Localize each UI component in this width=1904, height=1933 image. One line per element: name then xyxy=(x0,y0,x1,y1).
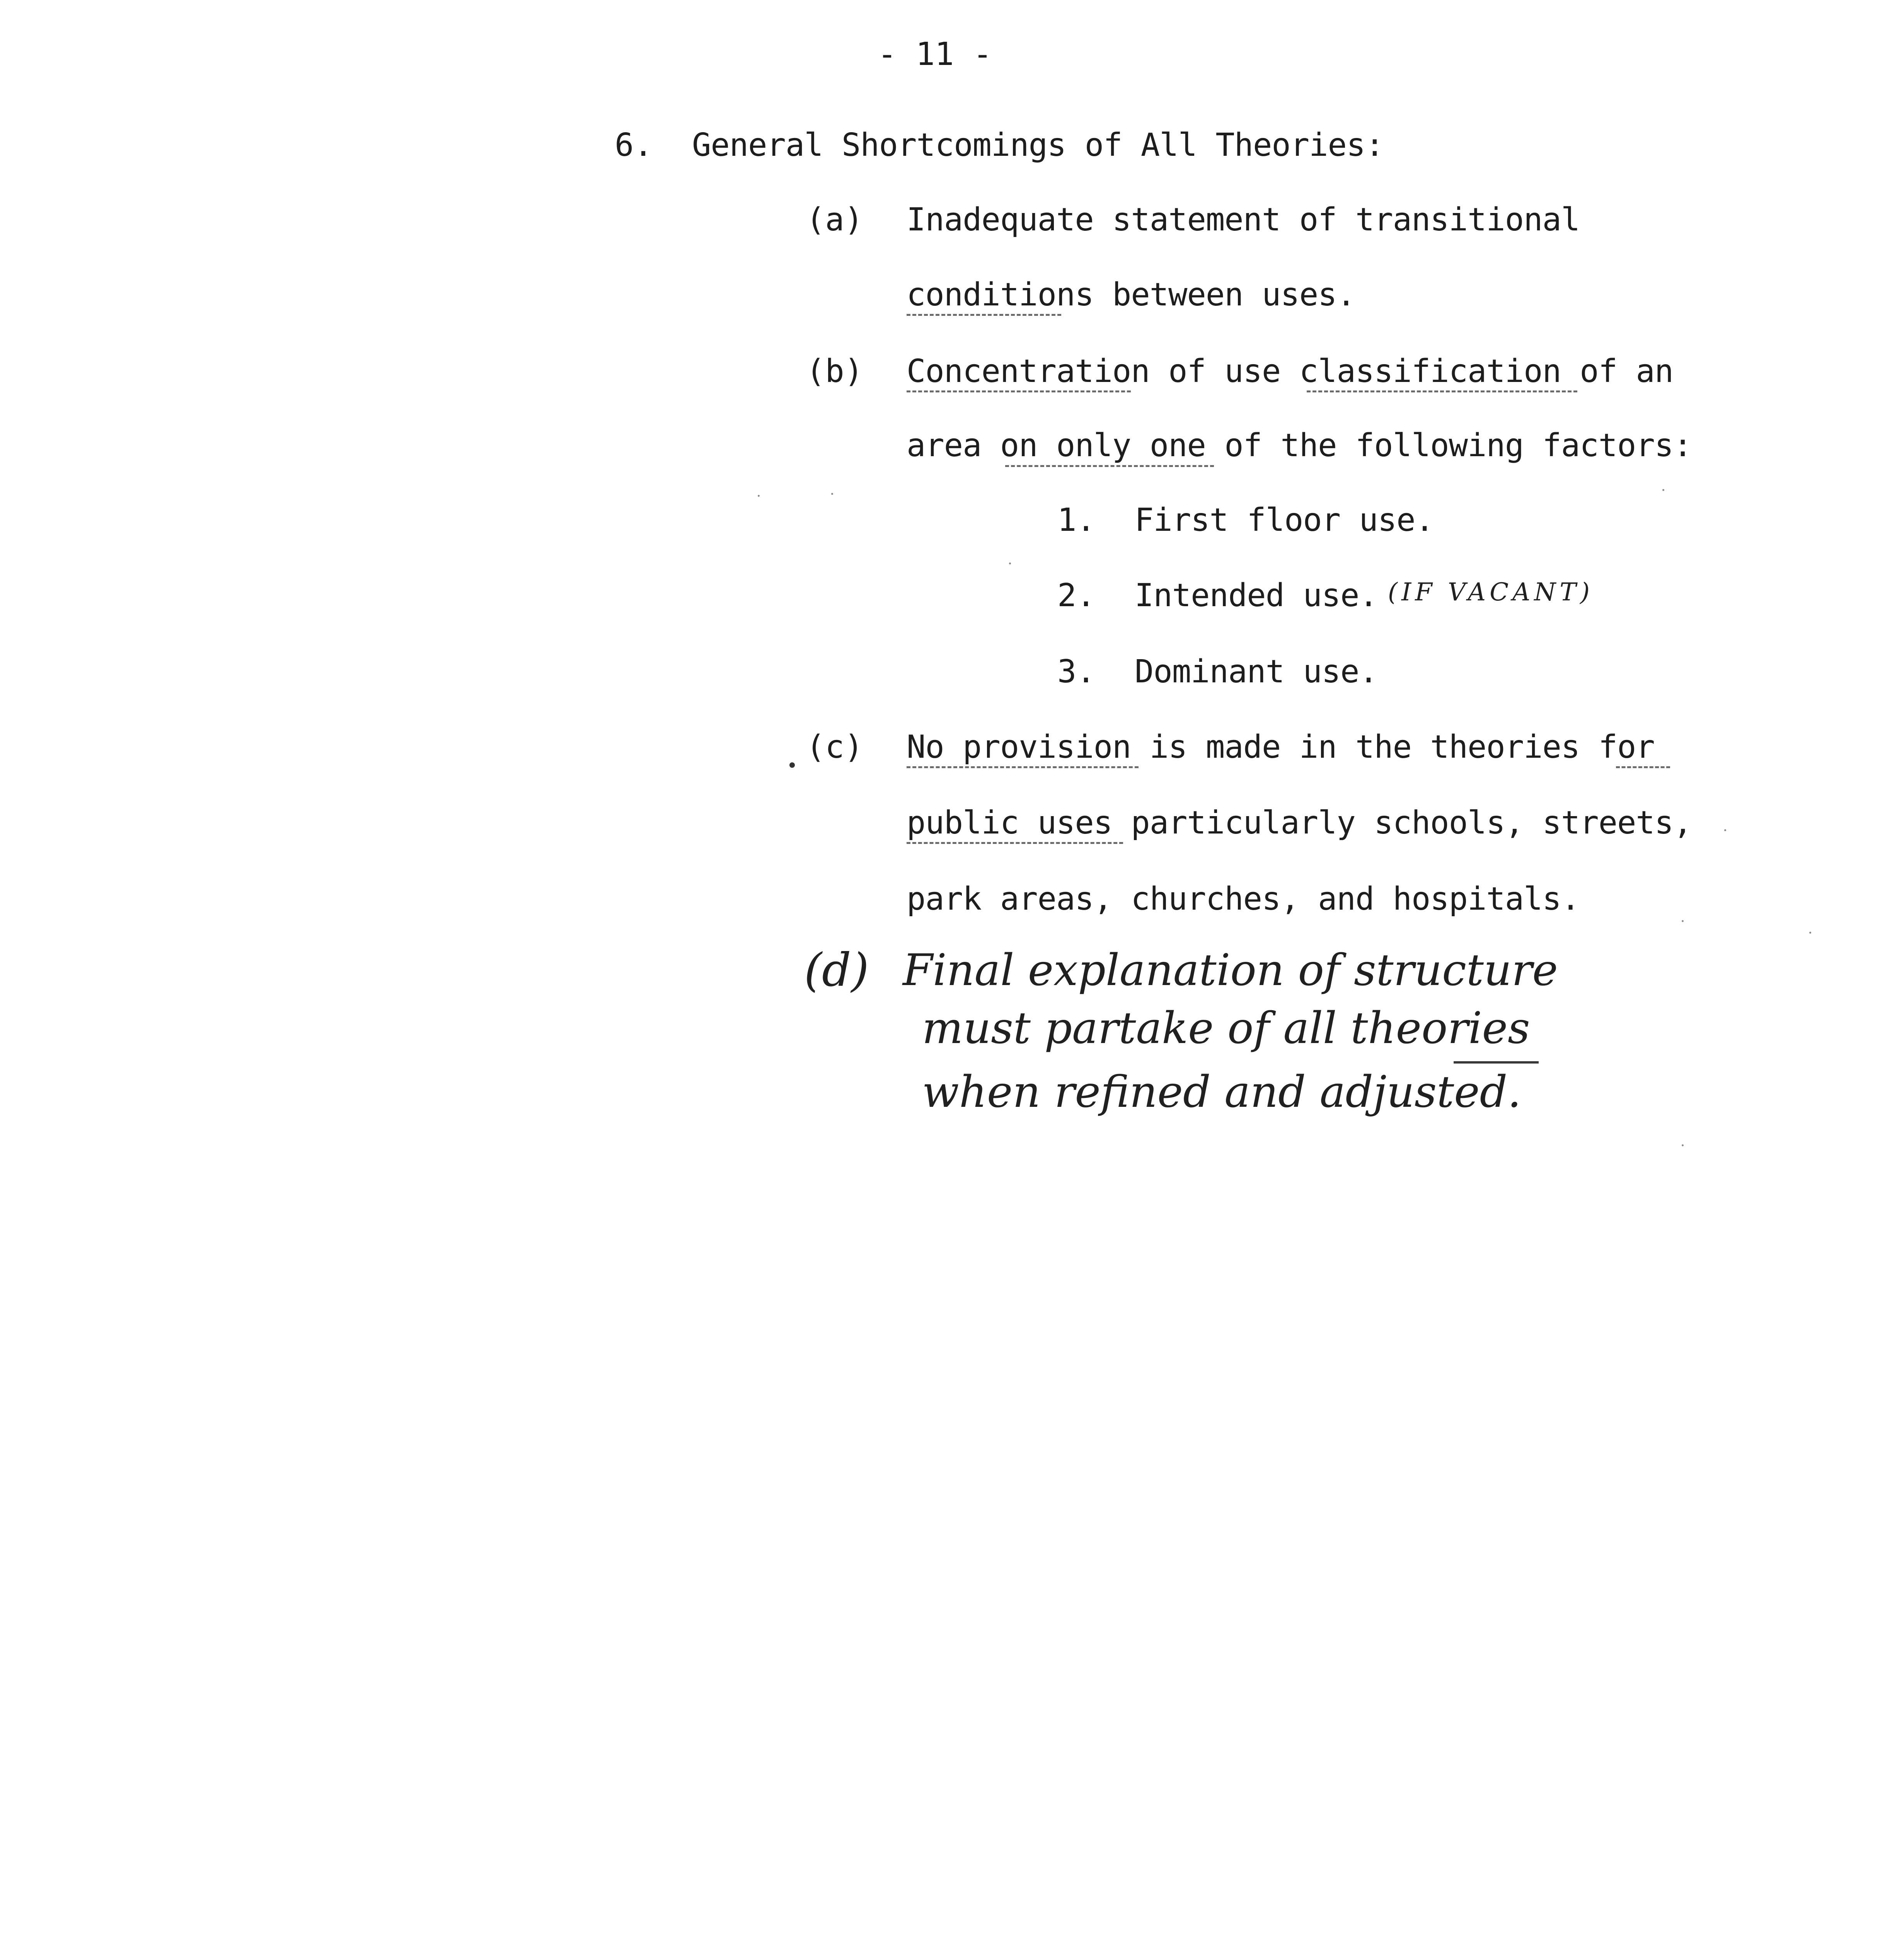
scan-speck xyxy=(1682,1144,1684,1146)
handwritten-note-if-vacant: (IF VACANT) xyxy=(1388,578,1594,607)
handwritten-d-label: (d) xyxy=(804,943,869,997)
handwritten-underline-all xyxy=(1454,1061,1539,1064)
item-a-line-2: conditions between uses. xyxy=(907,276,1355,313)
pencil-underline xyxy=(1005,465,1214,467)
factor-1-text: First floor use. xyxy=(1135,502,1434,539)
item-c-line-1: No provision is made in the theories for xyxy=(907,729,1655,765)
scan-speck xyxy=(758,495,760,497)
section-heading: General Shortcomings of All Theories: xyxy=(692,127,1384,164)
scan-speck xyxy=(1009,563,1011,564)
handwritten-d-line-3: when refined and adjusted. xyxy=(922,1067,1521,1117)
factor-1-number: 1. xyxy=(1057,502,1096,539)
section-number: 6. xyxy=(615,127,653,164)
factor-3-number: 3. xyxy=(1057,653,1096,690)
scan-speck xyxy=(1662,489,1664,491)
scan-speck xyxy=(1724,829,1726,831)
scan-speck xyxy=(1809,932,1811,934)
scan-speck xyxy=(831,493,833,495)
margin-dot xyxy=(789,762,795,768)
handwritten-d-line-2: must partake of all theories xyxy=(922,1003,1530,1053)
factor-2-number: 2. xyxy=(1057,577,1096,614)
item-a-line-1: Inadequate statement of transitional xyxy=(907,201,1580,238)
pencil-underline xyxy=(1307,390,1577,392)
handwritten-d-line-1: Final explanation of structure xyxy=(903,945,1558,995)
item-c-line-3: park areas, churches, and hospitals. xyxy=(907,881,1580,917)
item-b-line-1: Concentration of use classification of an xyxy=(907,353,1674,390)
item-c-line-2: public uses particularly schools, streets, xyxy=(907,805,1692,841)
item-b-label: (b) xyxy=(806,353,864,390)
item-c-label: (c) xyxy=(806,729,864,765)
pencil-underline xyxy=(907,842,1123,844)
item-b-line-2: area on only one of the following factors: xyxy=(907,427,1692,464)
pencil-underline xyxy=(1616,766,1670,768)
pencil-underline xyxy=(907,314,1061,316)
scan-speck xyxy=(1682,920,1684,922)
item-a-label: (a) xyxy=(806,201,864,238)
page-number: - 11 - xyxy=(878,36,992,73)
factor-2-text: Intended use. xyxy=(1135,577,1378,614)
pencil-underline xyxy=(907,390,1131,392)
pencil-underline xyxy=(907,766,1139,768)
factor-3-text: Dominant use. xyxy=(1135,653,1378,690)
